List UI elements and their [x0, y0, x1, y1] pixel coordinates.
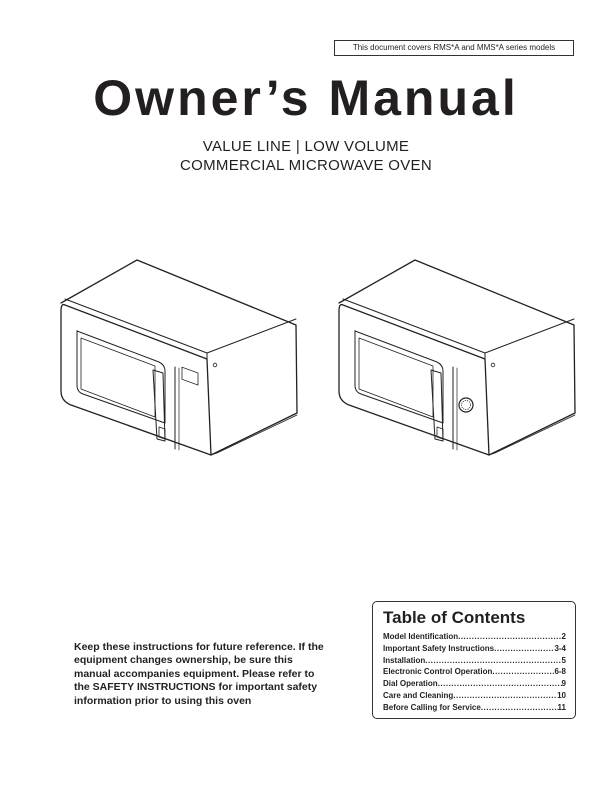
toc-leader-dots — [425, 655, 561, 667]
toc-item-page: 11 — [557, 702, 566, 712]
toc-item-label: Dial Operation — [383, 679, 438, 689]
subtitle-product-line: VALUE LINE | LOW VOLUME — [202, 138, 410, 155]
oven-right-illustration — [339, 260, 575, 455]
toc-item-page: 3-4 — [554, 643, 566, 653]
oven-left-illustration — [61, 260, 297, 455]
display-panel-icon — [182, 367, 198, 385]
toc-leader-dots — [458, 631, 561, 643]
toc-item-electronic-control[interactable] — [383, 666, 566, 678]
toc-leader-dots — [453, 690, 557, 702]
toc-item-label: Care and Cleaning — [383, 690, 454, 700]
toc-leader-dots — [481, 702, 558, 714]
oven-illustrations — [55, 255, 580, 465]
toc-item-page: 2 — [561, 632, 566, 641]
keep-instructions-notice: Keep these instructions for future reference. If the equipment changes ownership, be sure this manual accompanies equipment. Please refer to the SAFETY INSTRUCTIONS for important safety information prior to using this oven — [74, 641, 324, 707]
toc-item-model-identification[interactable] — [383, 631, 566, 643]
subtitle-product-type: COMMERCIAL MICROWAVE OVEN — [180, 157, 432, 174]
toc-item-label: Electronic Control Operation — [383, 667, 493, 677]
toc-item-label: Before Calling for Service — [383, 702, 481, 712]
toc-title: Table of Contents — [383, 608, 526, 627]
page-title: Owner’s Manual — [93, 70, 519, 126]
toc-item-page: 10 — [557, 690, 566, 700]
toc-item-label: Installation — [383, 655, 426, 665]
toc-item-label: Important Safety Instructions — [383, 643, 495, 653]
document-coverage-note: This document covers RMS*A and MMS*A series models — [334, 40, 574, 56]
toc-item-care-cleaning[interactable] — [383, 690, 566, 702]
toc-leader-dots — [494, 643, 554, 655]
toc-item-page: 5 — [561, 655, 566, 665]
toc-leader-dots — [492, 666, 554, 678]
toc-item-safety-instructions[interactable] — [383, 643, 566, 655]
toc-item-page: 9 — [561, 679, 566, 689]
toc-item-label: Model Identification — [383, 632, 459, 641]
toc-item-page: 6-8 — [554, 667, 566, 677]
toc-item-before-calling-service[interactable] — [383, 702, 566, 714]
table-of-contents — [372, 601, 576, 719]
toc-item-installation[interactable] — [383, 655, 566, 667]
toc-item-dial-operation[interactable] — [383, 678, 566, 690]
toc-leader-dots — [438, 678, 562, 690]
